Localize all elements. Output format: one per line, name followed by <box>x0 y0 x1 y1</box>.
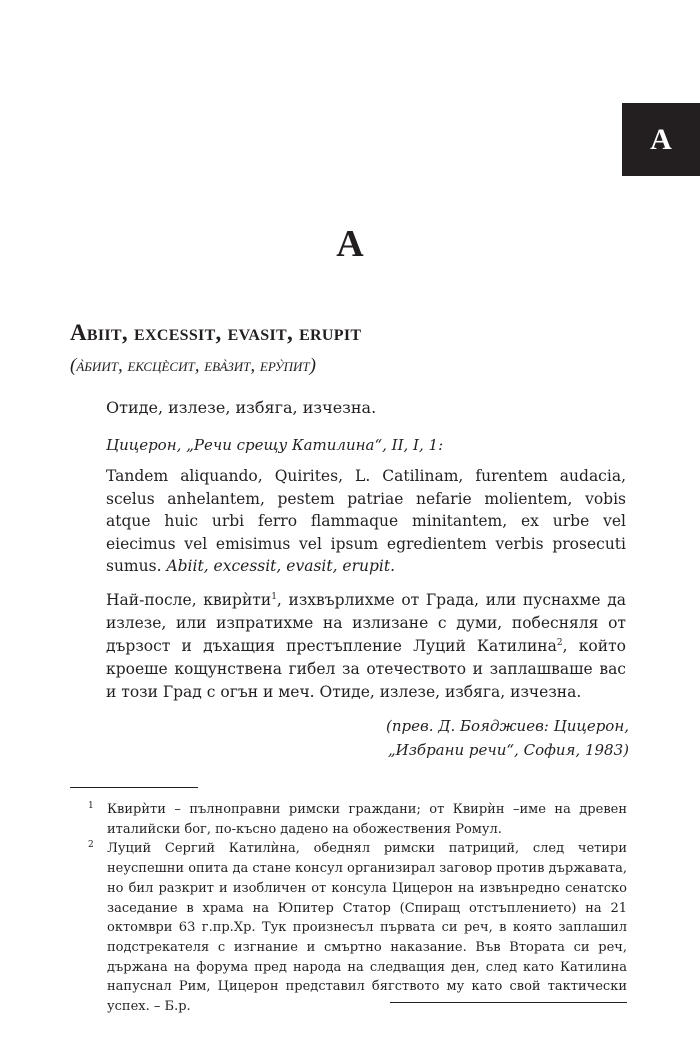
footnotes <box>70 800 627 1017</box>
footnote-text: Квирѝти – пълноправни римски граждани; от Квирѝн –име на древен италийски бог, по-късно дадено на обожествения Ромул. <box>107 802 627 837</box>
bulgarian-text-part-2: , изхвърлихме от Града, или пуснахме да излезе, или изпратихме на излизане с думи, побесняля от дързост и дъхащия престъпление Луций Катилина <box>106 591 626 655</box>
bulgarian-translation <box>106 589 626 704</box>
footnote-text: Луций Сергий Катилѝна, обеднял римски патриций, след четири неуспешни опита да стане консул организирал заговор против държавата, но бил разкрит и изобличен от консула Цицерон на извънредно сенатско заседание в храма на Юпитер Статор (Спиращ отстъплението) на 21 октомври 63 г.пр.Хр. Тук произнесъл първата си реч, в която заплашил подстрекателя с изгнание и смъртно наказание. Във Втората си реч, държана на форума пред народа на следващия ден, след като Катилина напуснал Рим, Цицерон представил бягството му като свой тактически успех. – Б.р. <box>107 841 627 1015</box>
entry-title: Abiit, excessit, evasit, erupit <box>70 320 362 345</box>
credit-line-2: „Избрани речи“, София, 1983) <box>387 741 629 759</box>
footnote-ref-2[interactable]: 2 <box>556 637 563 648</box>
bulgarian-text-part-1: Най-после, квирѝти <box>106 591 272 609</box>
translation-credit <box>386 714 629 762</box>
footnote-1 <box>70 800 627 839</box>
chapter-thumb-tab: A <box>622 103 700 176</box>
latin-quote-text: Tandem aliquando, Quirites, L. Catilinam, furentem audacia, scelus anhelantem, pestem patriae nefarie molientem, vobis atque huic urbi ferro flammaque minitantem, ex urbe vel eiecimus vel emisimus vel ipsum egredientem verbis prosecuti sumus. <box>106 467 626 575</box>
latin-quote <box>106 465 626 578</box>
footnote-2 <box>70 839 627 1016</box>
footnote-separator <box>70 787 198 788</box>
latin-quote-emphasis: Abiit, excessit, evasit, erupit. <box>166 557 396 575</box>
bulgarian-text-part-3: , който кроеше кощунствена гибел за отечеството и заплашваше вас и този Град с огън и меч. Отиде, излезе, избяга, изчезна. <box>106 637 626 701</box>
entry-pronunciation: (а̀биит, ексцѐсит, ева̀зит, еру̀пит) <box>70 355 316 376</box>
footnote-number: 2 <box>88 840 94 851</box>
chapter-heading: A <box>336 223 364 265</box>
footnote-number: 1 <box>88 801 94 811</box>
footnote-ref-1[interactable]: 1 <box>271 591 277 602</box>
entry-translation: Отиде, излезе, избяга, изчезна. <box>106 398 377 417</box>
page-bottom-rule <box>390 1002 627 1003</box>
credit-line-1: (прев. Д. Бояджиев: Цицерон, <box>386 717 629 735</box>
entry-source: Цицерон, „Речи срещу Катилина“, II, I, 1: <box>106 436 444 454</box>
